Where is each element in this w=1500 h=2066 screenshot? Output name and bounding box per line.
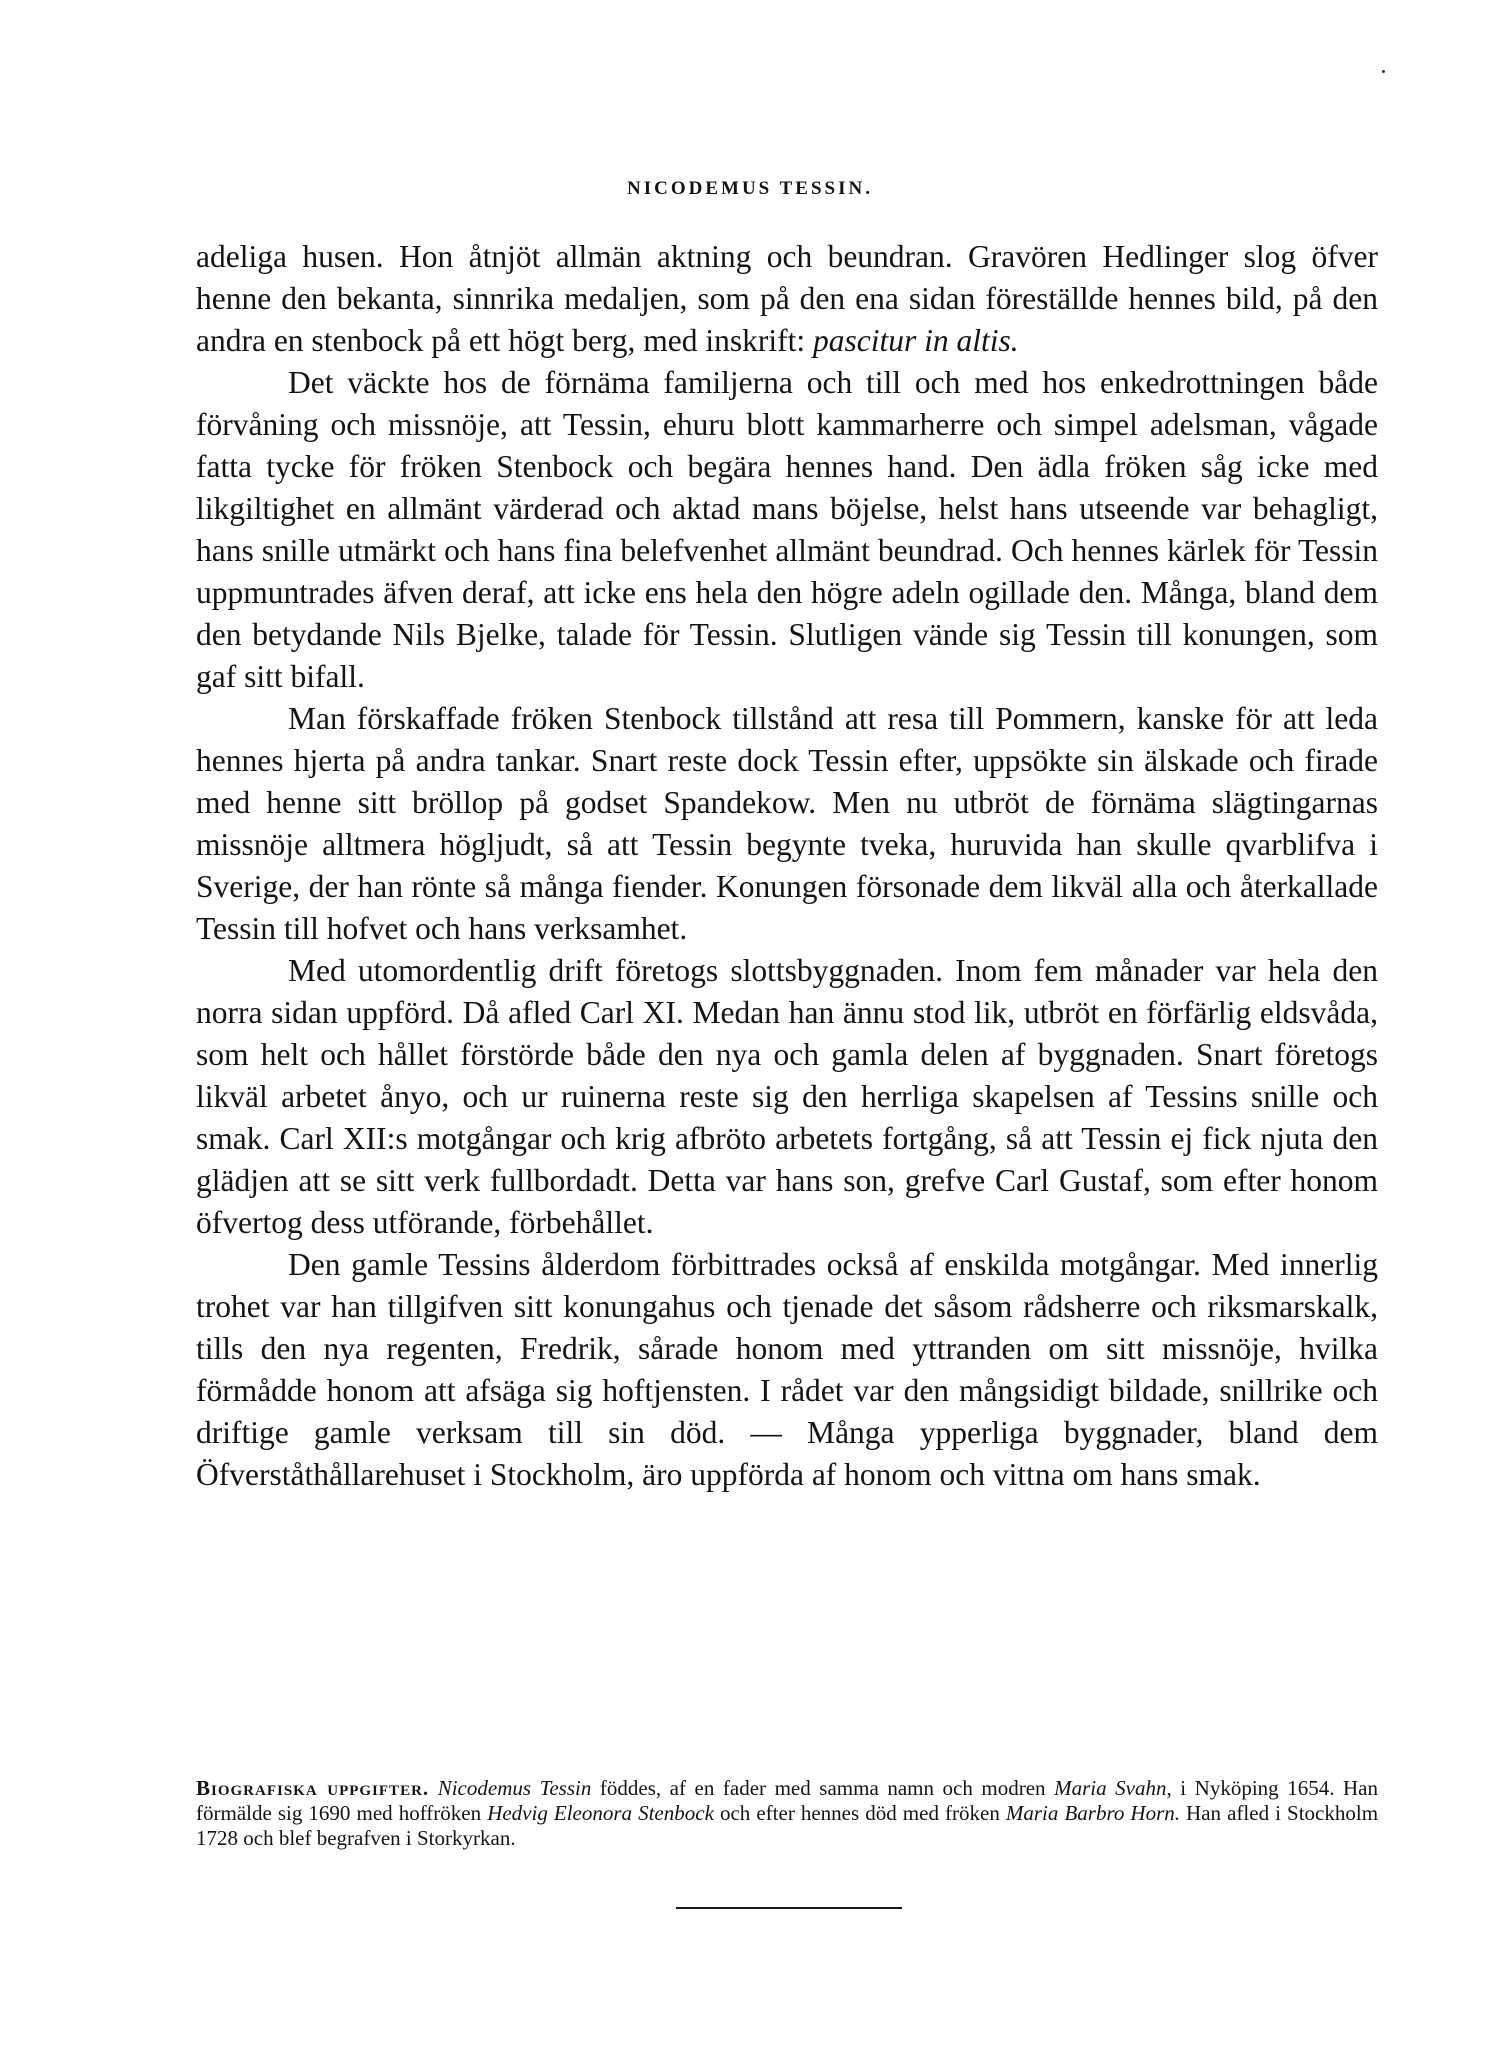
paragraph-1-text: adeliga husen. Hon åtnjöt allmän aktning och beundran. Gravören Hedlinger slog öfver henne den bekanta, sinnrika medaljen, som på den ena sidan föreställde hennes bild, på den andra en stenbock på ett högt berg, med inskrift: <box>196 239 1378 358</box>
paragraph-4: Med utomordentlig drift företogs slottsbyggnaden. Inom fem månader var hela den norra sidan uppförd. Då afled Carl XI. Medan han ännu stod lik, utbröt en förfärlig eldsvåda, som helt och hållet förstörde både den nya och gamla delen af byggnaden. Snart företogs likväl arbetet ånyo, och ur ruinerna reste sig den herrliga skapelsen af Tessins snille och smak. Carl XII:s motgångar och krig afbröto arbetets fortgång, så att Tessin ej fick njuta den glädjen att se sitt verk fullbordadt. Detta var hans son, grefve Carl Gustaf, som efter honom öfvertog dess utförande, förbehållet. <box>196 953 1378 1240</box>
note-name-4: Maria Barbro Horn. <box>1005 1801 1180 1825</box>
note-name-2: Maria Svahn, <box>1054 1776 1172 1800</box>
note-name-1: Nicodemus Tessin <box>437 1776 592 1800</box>
note-text-2: föddes, af en fader med samma namn och modren <box>591 1776 1055 1800</box>
note-text-1 <box>429 1776 438 1800</box>
paragraph-2: Det väckte hos de förnäma familjerna och till och med hos enkedrottningen både förvåning och missnöje, att Tessin, ehuru blott kammarherre och simpel adelsman, vågade fatta tycke för fröken Stenbock och begära hennes hand. Den ädla fröken såg icke med likgiltighet en allmänt värderad och aktad mans böjelse, helst hans utseende var behagligt, hans snille utmärkt och hans fina belefvenhet allmänt beundrad. Och hennes kärlek för Tessin uppmuntrades äfven deraf, att icke ens hela den högre adeln ogillade den. Många, bland dem den betydande Nils Bjelke, talade för Tessin. Slutligen vände sig Tessin till konungen, som gaf sitt bifall. <box>196 365 1378 694</box>
paragraph-3: Man förskaffade fröken Stenbock tillstånd att resa till Pommern, kanske för att leda hennes hjerta på andra tankar. Snart reste dock Tessin efter, uppsökte sin älskade och firade med henne sitt bröllop på godset Spandekow. Men nu utbröt de förnäma slägtingarnas missnöje alltmera högljudt, så att Tessin begynte tveka, huruvida han skulle qvarblifva i Sverige, der han rönte så många fiender. Konungen försonade dem likväl alla och återkallade Tessin till hofvet och hans verksamhet. <box>196 701 1378 946</box>
note-name-3: Hedvig Eleonora Stenbock <box>487 1801 714 1825</box>
biographical-note <box>196 1776 1378 1851</box>
paragraph-1 <box>196 236 1378 362</box>
note-text-3: i Nyköping 1654. Han förmälde sig 1690 med hoffröken <box>196 1776 1379 1825</box>
note-label: Biografiska uppgifter. <box>196 1776 430 1800</box>
paragraph-5: Den gamle Tessins ålderdom förbittrades också af enskilda motgångar. Med innerlig trohet var han tillgifven sitt konungahus och tjenade det såsom rådsherre och riksmarskalk, tills den nya regenten, Fredrik, sårade honom med yttranden om sitt missnöje, hvilka förmådde honom att afsäga sig hoftjensten. I rådet var den mångsidigt bildade, snillrike och driftige gamle verksam till sin död. — Många ypperliga byggnader, bland dem Öfverståthållarehuset i Stockholm, äro uppförda af honom och vittna om hans smak. <box>196 1247 1378 1492</box>
note-text-5: Han afled i Stockholm 1728 och blef begrafven i Storkyrkan. <box>196 1801 1379 1850</box>
closing-rule <box>676 1907 902 1909</box>
body-text <box>196 236 1378 1496</box>
latin-inscription: pascitur in altis. <box>813 323 1019 358</box>
note-text-4: och efter hennes död med fröken <box>713 1801 1006 1825</box>
running-head: NICODEMUS TESSIN. <box>627 178 873 199</box>
print-speck <box>1382 70 1385 73</box>
